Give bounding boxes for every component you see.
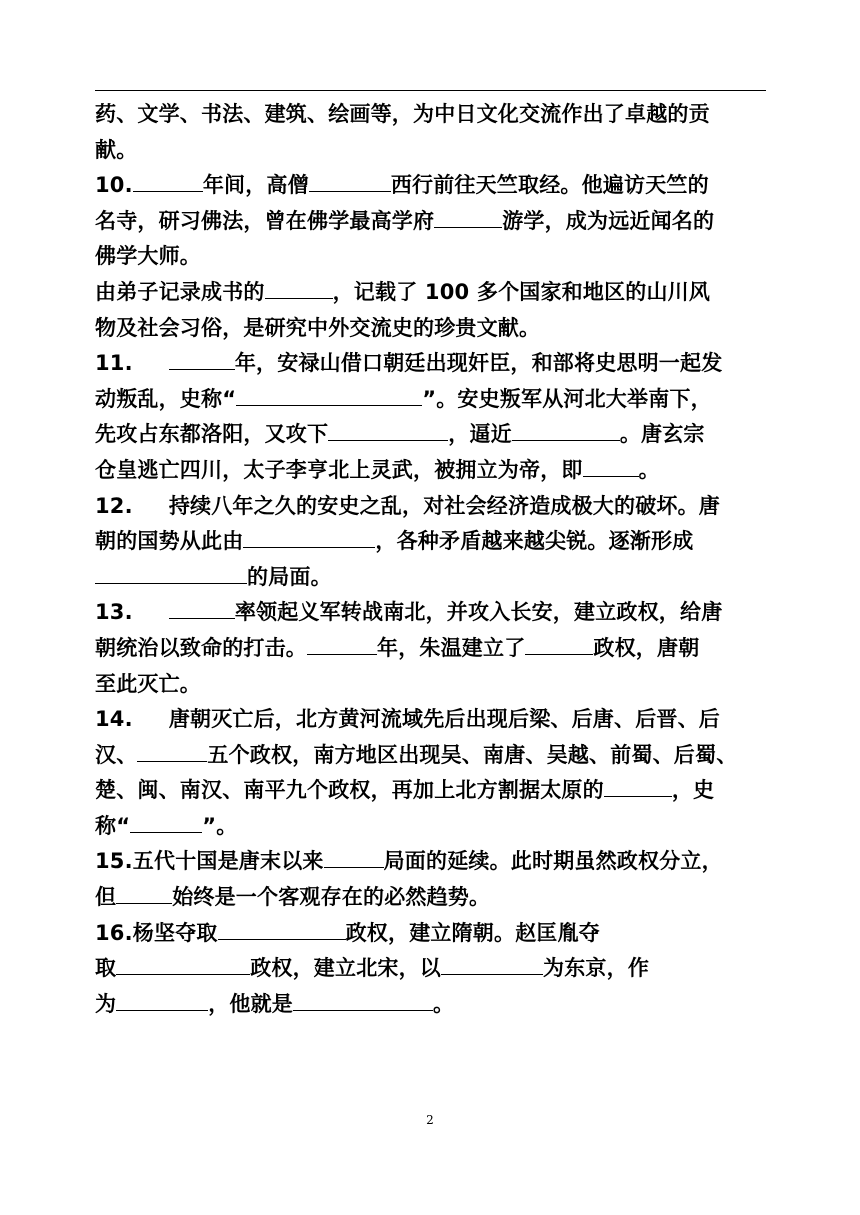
text-line-1: [95, 97, 770, 133]
answer-blank[interactable]: [512, 422, 620, 441]
answer-blank[interactable]: [309, 173, 391, 192]
question-16-line-2: [95, 951, 770, 987]
question-number: 14.: [95, 707, 133, 732]
text: ”。: [202, 813, 238, 838]
text: 仓皇逃亡四川，太子李亨北上灵武，被拥立为帝，即: [95, 457, 583, 482]
answer-blank[interactable]: [307, 636, 377, 655]
question-11-line-4: [95, 453, 770, 489]
text: 物及社会习俗，是研究中外交流史的珍贵文献。: [95, 315, 541, 340]
text: ”。安史叛军从河北大举南下，: [422, 386, 712, 411]
answer-blank[interactable]: [328, 422, 448, 441]
question-15-line-2: [95, 880, 770, 916]
question-16-line-1: [95, 916, 770, 952]
text: 楚、闽、南汉、南平九个政权，再加上北方割据太原的: [95, 778, 604, 803]
answer-blank[interactable]: [265, 280, 333, 299]
question-14-line-3: [95, 773, 770, 809]
answer-blank[interactable]: [169, 600, 235, 619]
text: 16.杨坚夺取: [95, 920, 218, 945]
answer-blank[interactable]: [243, 529, 375, 548]
text: 名寺，研习佛法，曾在佛学最高学府: [95, 208, 435, 233]
text: 的局面。: [247, 564, 332, 589]
question-number: 13.: [95, 600, 133, 625]
answer-blank[interactable]: [293, 992, 433, 1011]
text: 率领起义军转战南北，并攻入长安，建立政权，给唐: [234, 600, 723, 625]
question-number: 11.: [95, 351, 133, 376]
text: 佛学大师。: [95, 244, 201, 269]
answer-blank[interactable]: [604, 778, 672, 797]
question-10-line-5: [95, 311, 770, 347]
page-number: 2: [426, 1113, 434, 1127]
answer-blank[interactable]: [525, 636, 593, 655]
text: 朝统治以致命的打击。: [95, 635, 307, 660]
text: 取: [95, 956, 117, 981]
question-10-line-3: [95, 239, 770, 275]
question-11-line-2: [95, 382, 770, 418]
text: 政权，唐朝: [593, 635, 700, 660]
text: ，他就是: [208, 991, 294, 1016]
text: 政权，建立北宋，以: [250, 956, 442, 981]
answer-blank[interactable]: [137, 743, 207, 762]
question-13-line-3: [95, 667, 770, 703]
answer-blank[interactable]: [133, 173, 203, 192]
question-12-line-2: [95, 524, 770, 560]
text: 游学，成为远近闻名的: [502, 208, 715, 233]
answer-blank[interactable]: [116, 956, 250, 975]
header-rule: [95, 90, 766, 91]
answer-blank[interactable]: [116, 885, 172, 904]
question-11-line-3: [95, 417, 770, 453]
text: 局面的延续。此时期虽然政权分立，: [383, 849, 723, 874]
text: 至此灭亡。: [95, 671, 201, 696]
answer-blank[interactable]: [169, 351, 235, 370]
text: 为: [95, 991, 117, 1016]
question-10-line-1: [95, 168, 770, 204]
text: 西行前往天竺取经。他遍访天竺的: [390, 173, 709, 198]
question-number: 12.: [95, 493, 133, 518]
question-12-line-1: [95, 489, 770, 525]
text: ，记载了 100 多个国家和地区的山川风: [332, 279, 711, 304]
text: 年，朱温建立了: [377, 635, 526, 660]
text: 政权，建立隋朝。赵匡胤夺: [345, 920, 601, 945]
text: 五个政权，南方地区出现吴、南唐、吴越、前蜀、后蜀、: [207, 742, 738, 767]
text: 。唐玄宗: [619, 422, 705, 447]
exercise-text: [95, 97, 770, 1022]
question-14-line-2: [95, 738, 770, 774]
text: 献。: [95, 137, 138, 162]
question-13-line-2: [95, 631, 770, 667]
text: 为东京，作: [543, 956, 650, 981]
answer-blank[interactable]: [434, 209, 502, 228]
question-15-line-1: [95, 844, 770, 880]
text: 但: [95, 885, 117, 910]
question-14-line-4: [95, 809, 770, 845]
question-13-line-1: [95, 595, 770, 631]
question-16-line-3: [95, 987, 770, 1023]
text: 。: [433, 991, 455, 1016]
question-11-line-1: [95, 346, 770, 382]
answer-blank[interactable]: [583, 458, 639, 477]
text: 称“: [95, 813, 131, 838]
text: 。: [638, 457, 660, 482]
text: ，史: [671, 778, 715, 803]
text: ，各种矛盾越来越尖锐。逐渐形成: [375, 529, 694, 554]
question-number: 10.: [95, 173, 133, 198]
answer-blank[interactable]: [236, 387, 422, 406]
text-line-2: [95, 133, 770, 169]
answer-blank[interactable]: [218, 921, 346, 940]
text: 持续八年之久的安史之乱，对社会经济造成极大的破坏。唐: [168, 493, 721, 518]
answer-blank[interactable]: [95, 565, 247, 584]
answer-blank[interactable]: [116, 992, 208, 1011]
text: 先攻占东都洛阳，又攻下: [95, 422, 329, 447]
answer-blank[interactable]: [130, 814, 202, 833]
text: 朝的国势从此由: [95, 529, 244, 554]
text: 汉、: [95, 742, 138, 767]
question-10-line-4: [95, 275, 770, 311]
text: ，逼近: [448, 422, 512, 447]
text: 动叛乱，史称“: [95, 386, 237, 411]
text: 药、文学、书法、建筑、绘画等，为中日文化交流作出了卓越的贡: [95, 102, 710, 126]
text: 年，安禄山借口朝廷出现奸臣，和部将史思明一起发: [234, 351, 723, 376]
question-10-line-2: [95, 204, 770, 240]
text: 唐朝灭亡后，北方黄河流域先后出现后梁、后唐、后晋、后: [168, 707, 721, 732]
text: 由弟子记录成书的: [95, 279, 265, 304]
text: 始终是一个客观存在的必然趋势。: [172, 885, 491, 910]
question-14-line-1: [95, 702, 770, 738]
question-12-line-3: [95, 560, 770, 596]
text: 15.五代十国是唐末以来: [95, 849, 324, 874]
answer-blank[interactable]: [441, 956, 543, 975]
answer-blank[interactable]: [324, 849, 384, 868]
text: 年间，高僧: [202, 173, 309, 198]
